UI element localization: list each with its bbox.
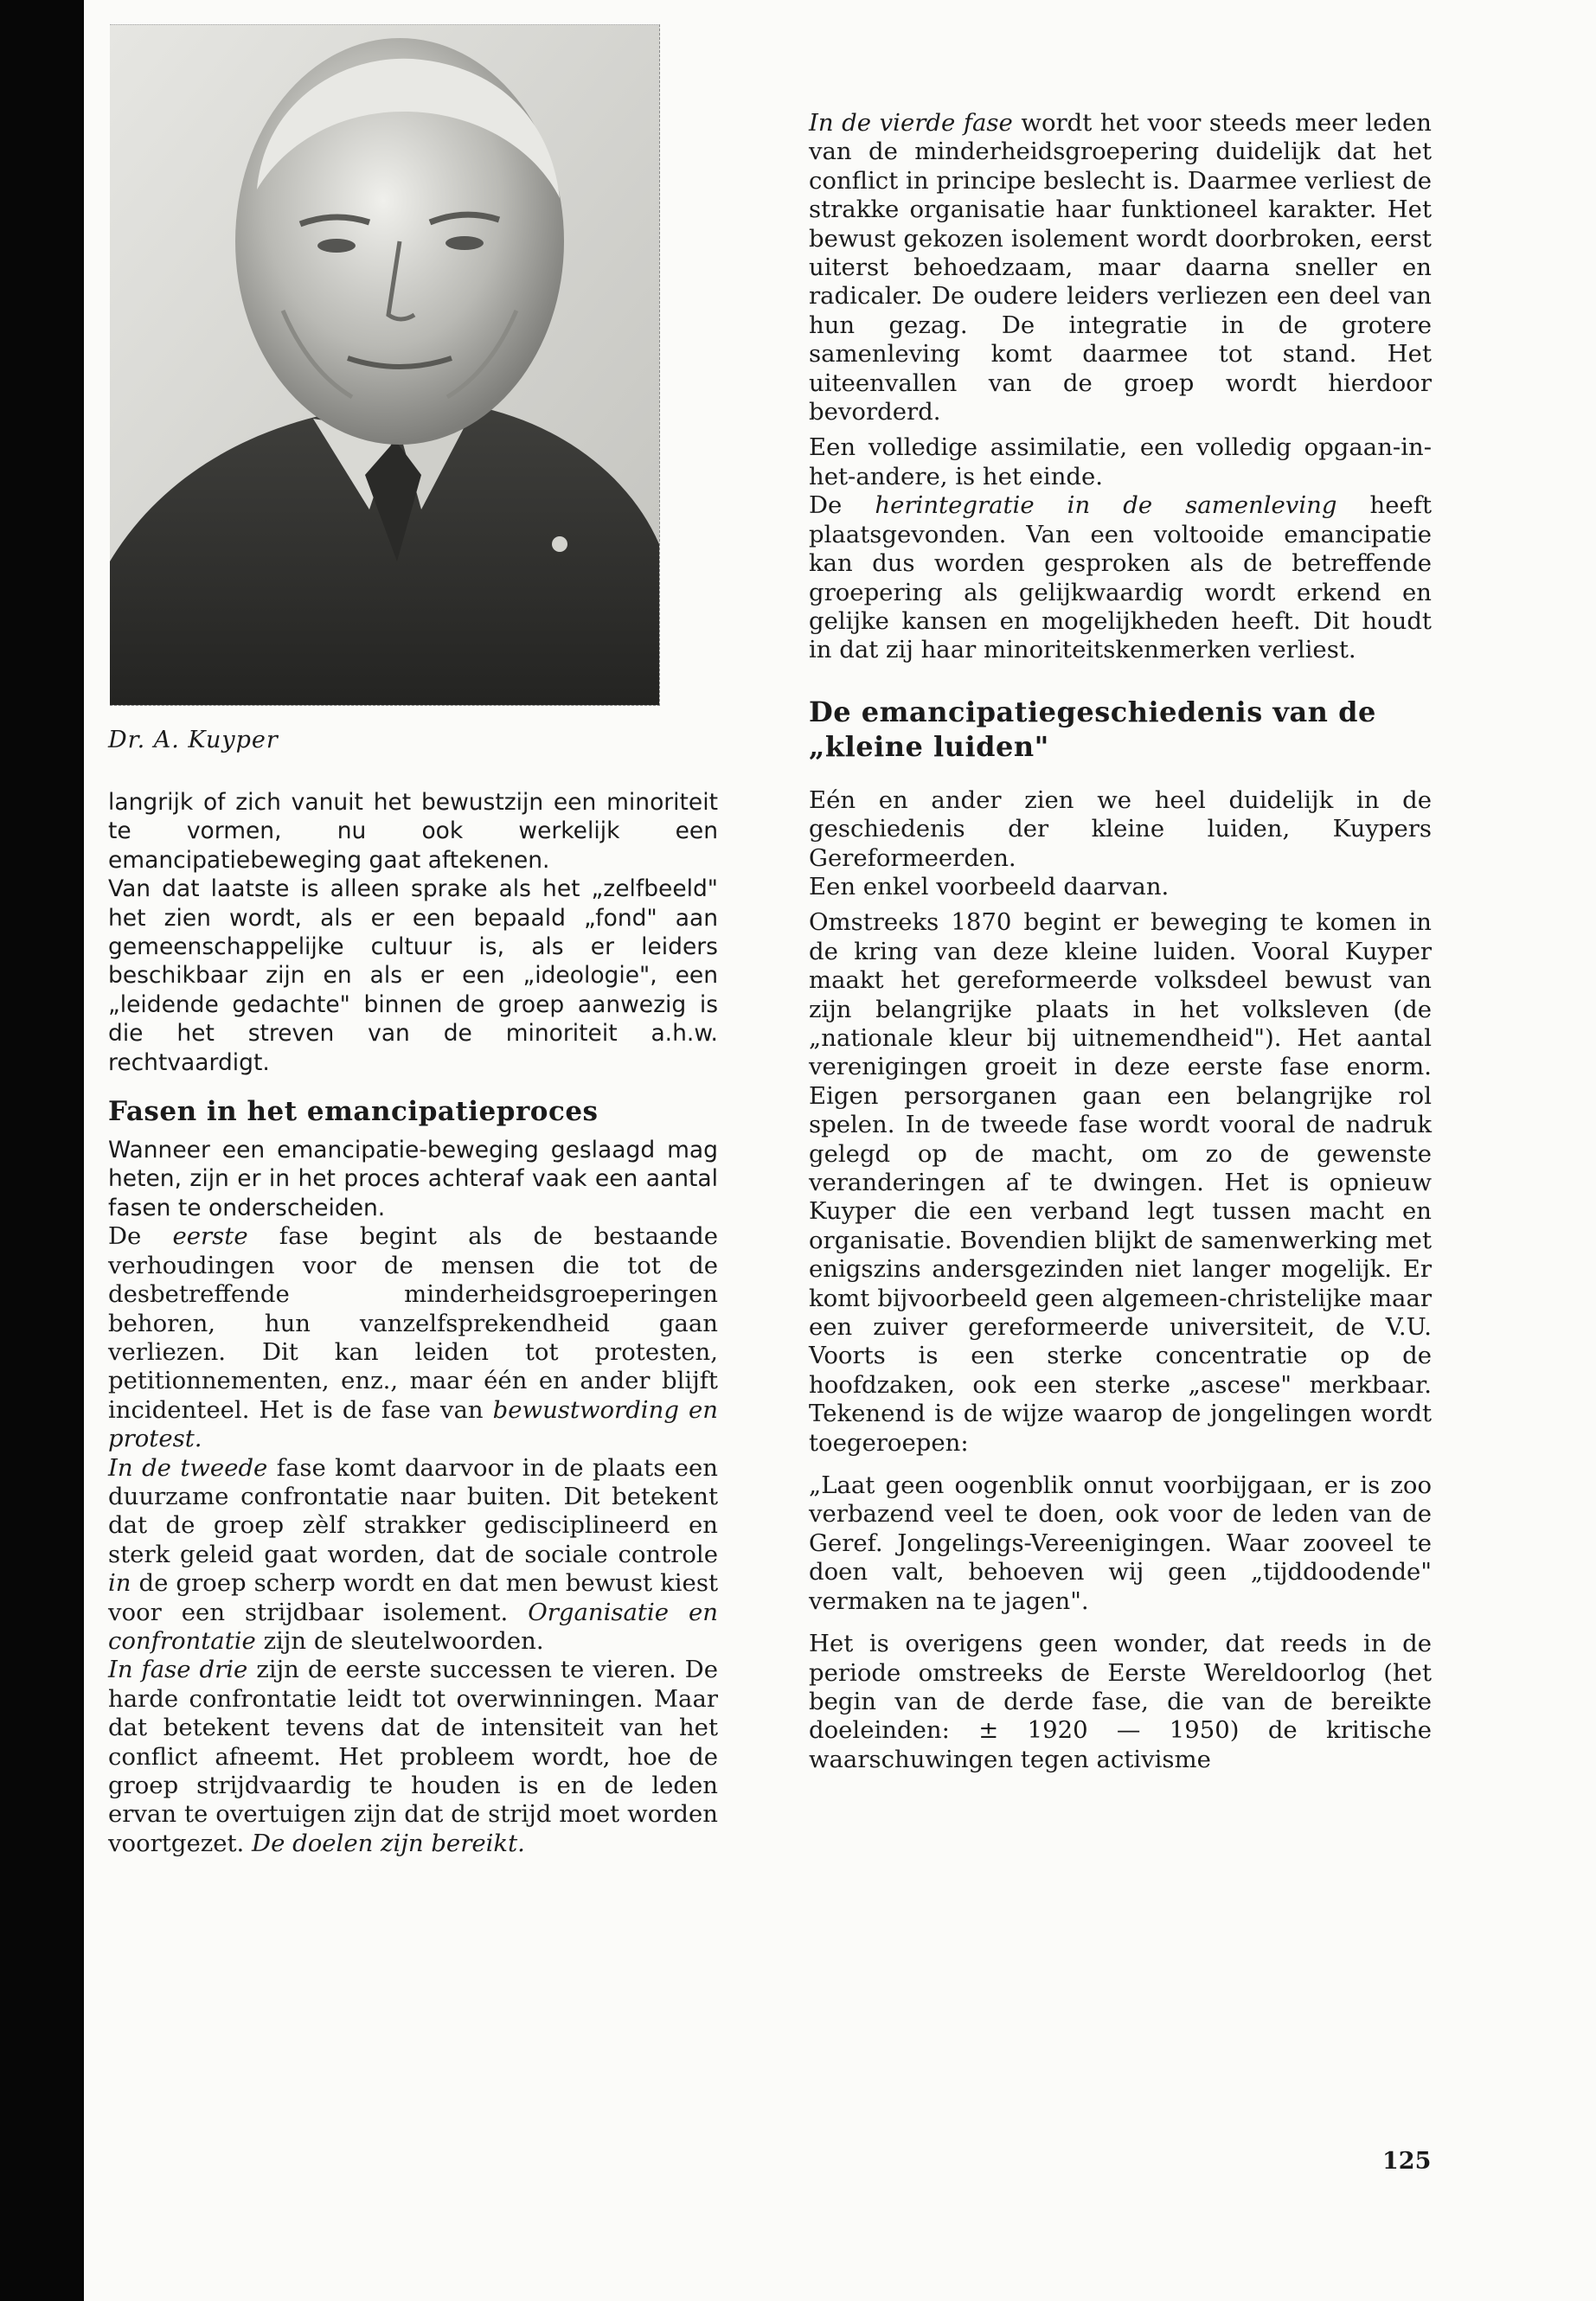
left-paragraph-6: In fase drie zijn de eerste successen te vieren. De harde confrontatie leidt tot overwinningen. Maar dat betekent tevens dat de intensiteit van het conflict afneemt. Het probleem wordt, hoe de groep strijdvaardig te houden is en de leden ervan te overtuigen zijn dat de strijd moet worden voortgezet. De doelen zijn bereikt. bbox=[108, 1656, 718, 1857]
right-quote: „Laat geen oogenblik onnut voorbijgaan, er is zoo verbazend veel te doen, ook voor de leden van de Geref. Jongelings-Vereenigingen. Waar zooveel te doen valt, behoeven wij geen „tijddoodende" vermaken na te jagen". bbox=[809, 1471, 1432, 1615]
left-paragraph-1: langrijk of zich vanuit het bewustzijn een minoriteit te vormen, nu ook werkelijk een emancipatiebeweging gaat aftekenen. bbox=[108, 789, 718, 874]
section-heading-fasen: Fasen in het emancipatieproces bbox=[108, 1096, 599, 1128]
right-paragraph-8: Het is overigens geen wonder, dat reeds in de periode omstreeks de Eerste Wereldoorlog (het begin van de derde fase, die van de bereikte doeleinden: ± 1920 — 1950) de kritische waarschuwingen tegen activisme bbox=[809, 1630, 1432, 1773]
left-paragraph-3: Wanneer een emancipatie-beweging geslaagd mag heten, zijn er in het proces achteraf vaak een aantal fasen te onderscheiden. bbox=[108, 1137, 718, 1221]
right-paragraph-1: In de vierde fase wordt het voor steeds meer leden van de minderheidsgroepering duidelijk dat het conflict in principe beslecht is. Daarmee verliest de strakke organisatie haar funktioneel karakter. Het bewust gekozen isolement wordt doorbroken, eerst uiterst behoedzaam, maar daarna sneller en radicaler. De oudere leiders verliezen een deel van hun gezag. De integratie in de grotere samenleving komt daarmee tot stand. Het uiteenvallen van de groep wordt hierdoor bevorderd. bbox=[809, 109, 1432, 426]
portrait-image bbox=[110, 25, 659, 705]
left-paragraph-2: Van dat laatste is alleen sprake als het „zelfbeeld" het zien wordt, als er een bepaald „fond" aan gemeenschappelijke cultuur is, als er leiders beschikbaar zijn en als er een „ideologie", een „leidende gedachte" binnen de groep aanwezig is die het streven van de minoriteit a.h.w. rechtvaardigt. bbox=[108, 875, 718, 1076]
portrait-photo bbox=[110, 24, 660, 706]
left-column bbox=[108, 102, 718, 1858]
right-column bbox=[809, 102, 1432, 1774]
page-number: 125 bbox=[1382, 2148, 1432, 2175]
left-paragraph-4: De eerste fase begint als de bestaande verhoudingen voor de mensen die tot de desbetreffende minderheidsgroeperingen behoren, hun vanzelfsprekendheid gaan verliezen. Dit kan leiden tot protesten, petitionnementen, enz., maar één en ander blijft incidenteel. Het is de fase van bewustwording en protest. bbox=[108, 1222, 718, 1453]
book-spine-shadow bbox=[0, 0, 84, 2301]
right-paragraph-4: Eén en ander zien we heel duidelijk in de geschiedenis der kleine luiden, Kuypers Gereformeerden. bbox=[809, 785, 1432, 872]
left-paragraph-5: In de tweede fase komt daarvoor in de plaats een duurzame confrontatie naar buiten. Dit betekent dat de groep zèlf strakker gedisciplineerd en sterk geleid gaat worden, dat de sociale controle in de groep scherp wordt en dat men bewust kiest voor een strijdbaar isolement. Organisatie en confrontatie zijn de sleutelwoorden. bbox=[108, 1453, 718, 1655]
right-paragraph-5: Een enkel voorbeeld daarvan. bbox=[809, 872, 1170, 901]
photo-caption: Dr. A. Kuyper bbox=[108, 727, 279, 753]
section-heading-geschiedenis: De emancipatiegeschiedenis van de „kleine luiden" bbox=[809, 695, 1376, 763]
right-paragraph-6: Omstreeks 1870 begint er beweging te komen in de kring van deze kleine luiden. Vooral Kuyper maakt het gereformeerde volksdeel bewust van zijn belangrijke plaats in het volksleven (de „nationale kleur bij uitnemendheid"). Het aantal verenigingen groeit in deze eerste fase enorm. Eigen persorganen gaan een belangrijke rol spelen. In de tweede fase wordt vooral de nadruk gelegd op de macht, om zo de gewenste veranderingen af te dwingen. Het is opnieuw Kuyper die een verband legt tussen macht en organisatie. Bovendien blijkt de samenwerking met enigszins andersgezinden niet langer mogelijk. Er komt bijvoorbeeld geen algemeen-christelijke maar een zuiver gereformeerde universiteit, de V.U. Voorts is een sterke concentratie op de hoofdzaken, ook een sterke „ascese" merkbaar. Tekenend is de wijze waarop de jongelingen wordt toegeroepen: bbox=[809, 908, 1432, 1457]
right-paragraph-2: Een volledige assimilatie, een volledig opgaan-in-het-andere, is het einde. bbox=[809, 433, 1432, 490]
right-paragraph-3: De herintegratie in de samenleving heeft plaatsgevonden. Van een voltooide emancipatie kan dus worden gesproken als de betreffende groepering als gelijkwaardig wordt erkend en gelijke kansen en mogelijkheden heeft. Dit houdt in dat zij haar minoriteitskenmerken verliest. bbox=[809, 491, 1432, 664]
